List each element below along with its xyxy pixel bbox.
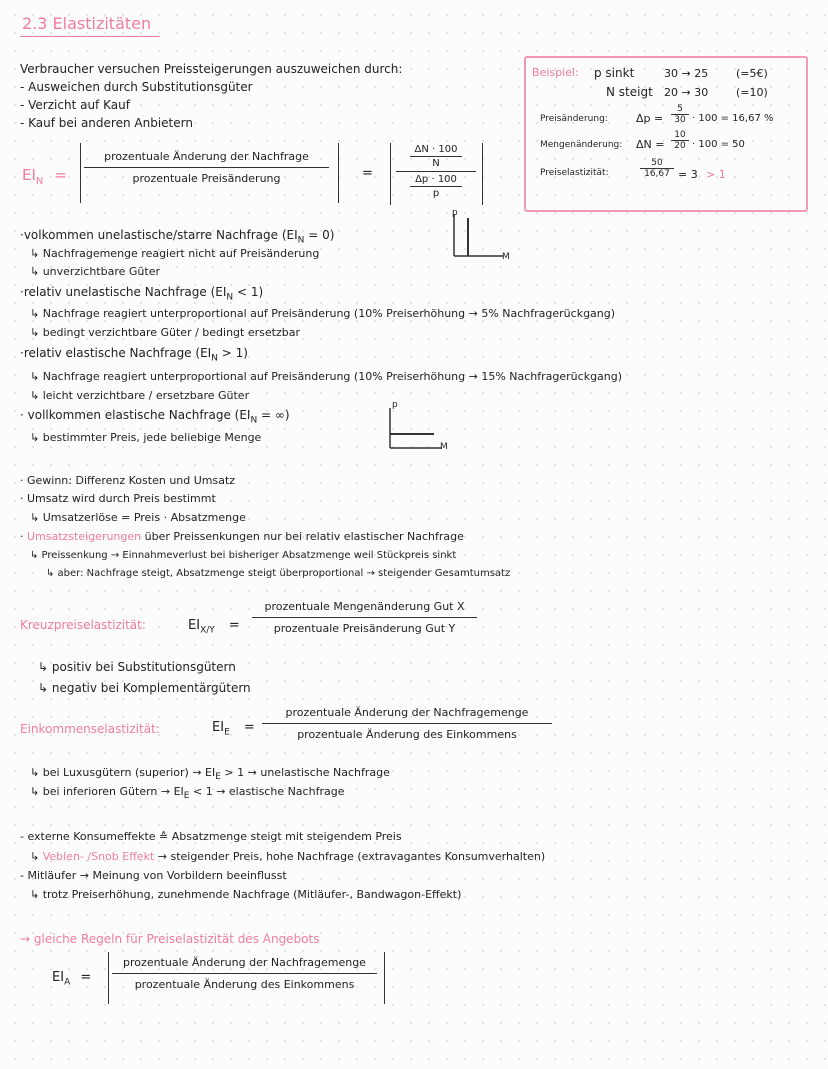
eln2-abs-right xyxy=(482,143,483,205)
graph-elastic xyxy=(384,404,446,452)
eln2-abs-left xyxy=(390,143,391,205)
elasticity-l4: ·relativ unelastische Nachfrage $(EI_N < 1)$ xyxy=(20,285,264,303)
angebot-abs-left xyxy=(108,952,109,1004)
beispiel-r4-label: Mengenänderung: xyxy=(540,140,623,150)
einkommen-label: Einkommenselastizität: xyxy=(20,722,160,736)
eln-fraction: prozentuale Änderung der Nachfrage prozentuale Preisänderung xyxy=(84,150,329,185)
graph1-m-label: M xyxy=(502,252,510,262)
beispiel-r5-frac: 50 16,67 xyxy=(640,158,674,179)
beispiel-r1-a: p sinkt xyxy=(594,66,635,80)
beispiel-r2-c: (=10) xyxy=(736,86,768,99)
beispiel-r2-a: N steigt xyxy=(606,85,653,99)
elasticity-l5: ↳ Nachfrage reagiert unterproportional auf Preisänderung (10% Preiserhöhung → 5% Nachfragerückgang) xyxy=(30,307,616,320)
elasticity-l6: ↳ bedingt verzichtbare Güter / bedingt ersetzbar xyxy=(30,326,300,339)
page-title: 2.3 Elastizitäten xyxy=(22,14,152,33)
elasticity-l7: ·relativ elastische Nachfrage $(EI_N > 1)$ xyxy=(20,346,248,364)
angebot-fraction: prozentuale Änderung der Nachfragemenge prozentuale Änderung des Einkommens xyxy=(112,956,377,991)
elasticity-l8: ↳ Nachfrage reagiert unterproportional auf Preisänderung (10% Preiserhöhung → 15% Nachfragerückgang) xyxy=(30,370,623,383)
intro-line-2: - Ausweichen durch Substitutionsgüter xyxy=(20,80,253,94)
intro-line-4: - Kauf bei anderen Anbietern xyxy=(20,116,193,130)
beispiel-r1-b: 30 → 25 xyxy=(664,67,709,80)
eln-equals: = xyxy=(362,166,373,181)
angebot-lhs: $EI_A$ = xyxy=(52,970,92,988)
elasticity-l2: ↳ Nachfragemenge reagiert nicht auf Preisänderung xyxy=(30,247,320,260)
einkommen-l2: ↳ bei inferioren Gütern → $EI_E < 1$ → elastische Nachfrage xyxy=(30,785,345,802)
angebot-abs-right xyxy=(384,952,385,1004)
extern-l4: ↳ trotz Preiserhöhung, zunehmende Nachfrage (Mitläufer-, Bandwagon-Effekt) xyxy=(30,888,462,901)
gewinn-l3: ↳ Umsatzerlöse = Preis · Absatzmenge xyxy=(30,511,246,524)
elasticity-l11: ↳ bestimmter Preis, jede beliebige Menge xyxy=(30,431,262,444)
beispiel-label: Beispiel: xyxy=(532,66,579,79)
kreuz-fraction: prozentuale Mengenänderung Gut X prozentuale Preisänderung Gut Y xyxy=(252,600,477,635)
gewinn-l4: · Umsatzsteigerungen über Preissenkungen nur bei relativ elastischer Nachfrage xyxy=(20,530,464,543)
eln-lhs: $EI_N$ = xyxy=(22,166,67,187)
gewinn-l1: · Gewinn: Differenz Kosten und Umsatz xyxy=(20,474,236,487)
intro-line-1: Verbraucher versuchen Preissteigerungen auszuweichen durch: xyxy=(20,62,403,76)
gewinn-l2: · Umsatz wird durch Preis bestimmt xyxy=(20,492,216,505)
intro-line-3: - Verzicht auf Kauf xyxy=(20,98,130,112)
kreuz-l2: ↳ negativ bei Komplementärgütern xyxy=(38,681,251,695)
beispiel-r4-frac: 10 20 xyxy=(671,130,689,151)
eln2-fraction: ΔN · 100 N Δp · 100 p xyxy=(396,144,476,199)
beispiel-r4-a: ΔN = xyxy=(636,138,665,151)
beispiel-r3-frac: 5 30 xyxy=(671,104,689,125)
elasticity-l10: · vollkommen elastische Nachfrage ($EI_N$ = ∞) xyxy=(20,408,290,426)
eln-abs-left xyxy=(80,143,81,203)
beispiel-r3-b: · 100 = 16,67 % xyxy=(692,113,774,124)
beispiel-r3-a: Δp = xyxy=(636,112,664,125)
beispiel-r5-label: Preiselastizität: xyxy=(540,168,609,178)
kreuz-label: Kreuzpreiselastizität: xyxy=(20,618,146,632)
einkommen-l1: ↳ bei Luxusgütern (superior) → $EI_E > 1$ → unelastische Nachfrage xyxy=(30,766,390,783)
angebot-rule: → gleiche Regeln für Preiselastizität des Angebots xyxy=(20,932,320,946)
gewinn-l6: ↳ aber: Nachfrage steigt, Absatzmenge steigt überproportional → steigender Gesamtumsatz xyxy=(46,568,511,579)
extern-l1: - externe Konsumeffekte ≙ Absatzmenge steigt mit steigendem Preis xyxy=(20,830,402,843)
graph2-m-label: M xyxy=(440,442,448,452)
beispiel-r1-c: (=5€) xyxy=(736,67,768,80)
elasticity-l9: ↳ leicht verzichtbare / ersetzbare Güter xyxy=(30,389,250,402)
einkommen-lhs: $EI_E$ = xyxy=(212,720,255,738)
elasticity-l3: ↳ unverzichtbare Güter xyxy=(30,265,160,278)
graph2-p-label: p xyxy=(392,400,398,410)
einkommen-fraction: prozentuale Änderung der Nachfragemenge prozentuale Änderung des Einkommens xyxy=(262,706,552,741)
beispiel-r5-c: > 1 xyxy=(706,168,726,181)
gewinn-l5: ↳ Preissenkung → Einnahmeverlust bei bisheriger Absatzmenge weil Stückpreis sinkt xyxy=(30,550,457,561)
title-underline xyxy=(20,36,160,37)
graph1-p-label: p xyxy=(452,208,458,218)
kreuz-l1: ↳ positiv bei Substitutionsgütern xyxy=(38,660,236,674)
beispiel-r5-b: = 3 xyxy=(678,168,698,181)
extern-l3: - Mitläufer → Meinung von Vorbildern beeinflusst xyxy=(20,869,287,882)
elasticity-l1: ·volkommen unelastische/starre Nachfrage $(EI_N = 0)$ xyxy=(20,228,335,246)
beispiel-r3-label: Preisänderung: xyxy=(540,114,608,124)
eln-abs-right xyxy=(338,143,339,203)
beispiel-r2-b: 20 → 30 xyxy=(664,86,709,99)
beispiel-r4-b: · 100 = 50 xyxy=(692,139,745,150)
kreuz-lhs: $EI_{X/Y}$ = xyxy=(188,618,240,636)
extern-l2: ↳ Veblen- /Snob Effekt → steigender Preis, hohe Nachfrage (extravagantes Konsumverhalten) xyxy=(30,850,546,863)
